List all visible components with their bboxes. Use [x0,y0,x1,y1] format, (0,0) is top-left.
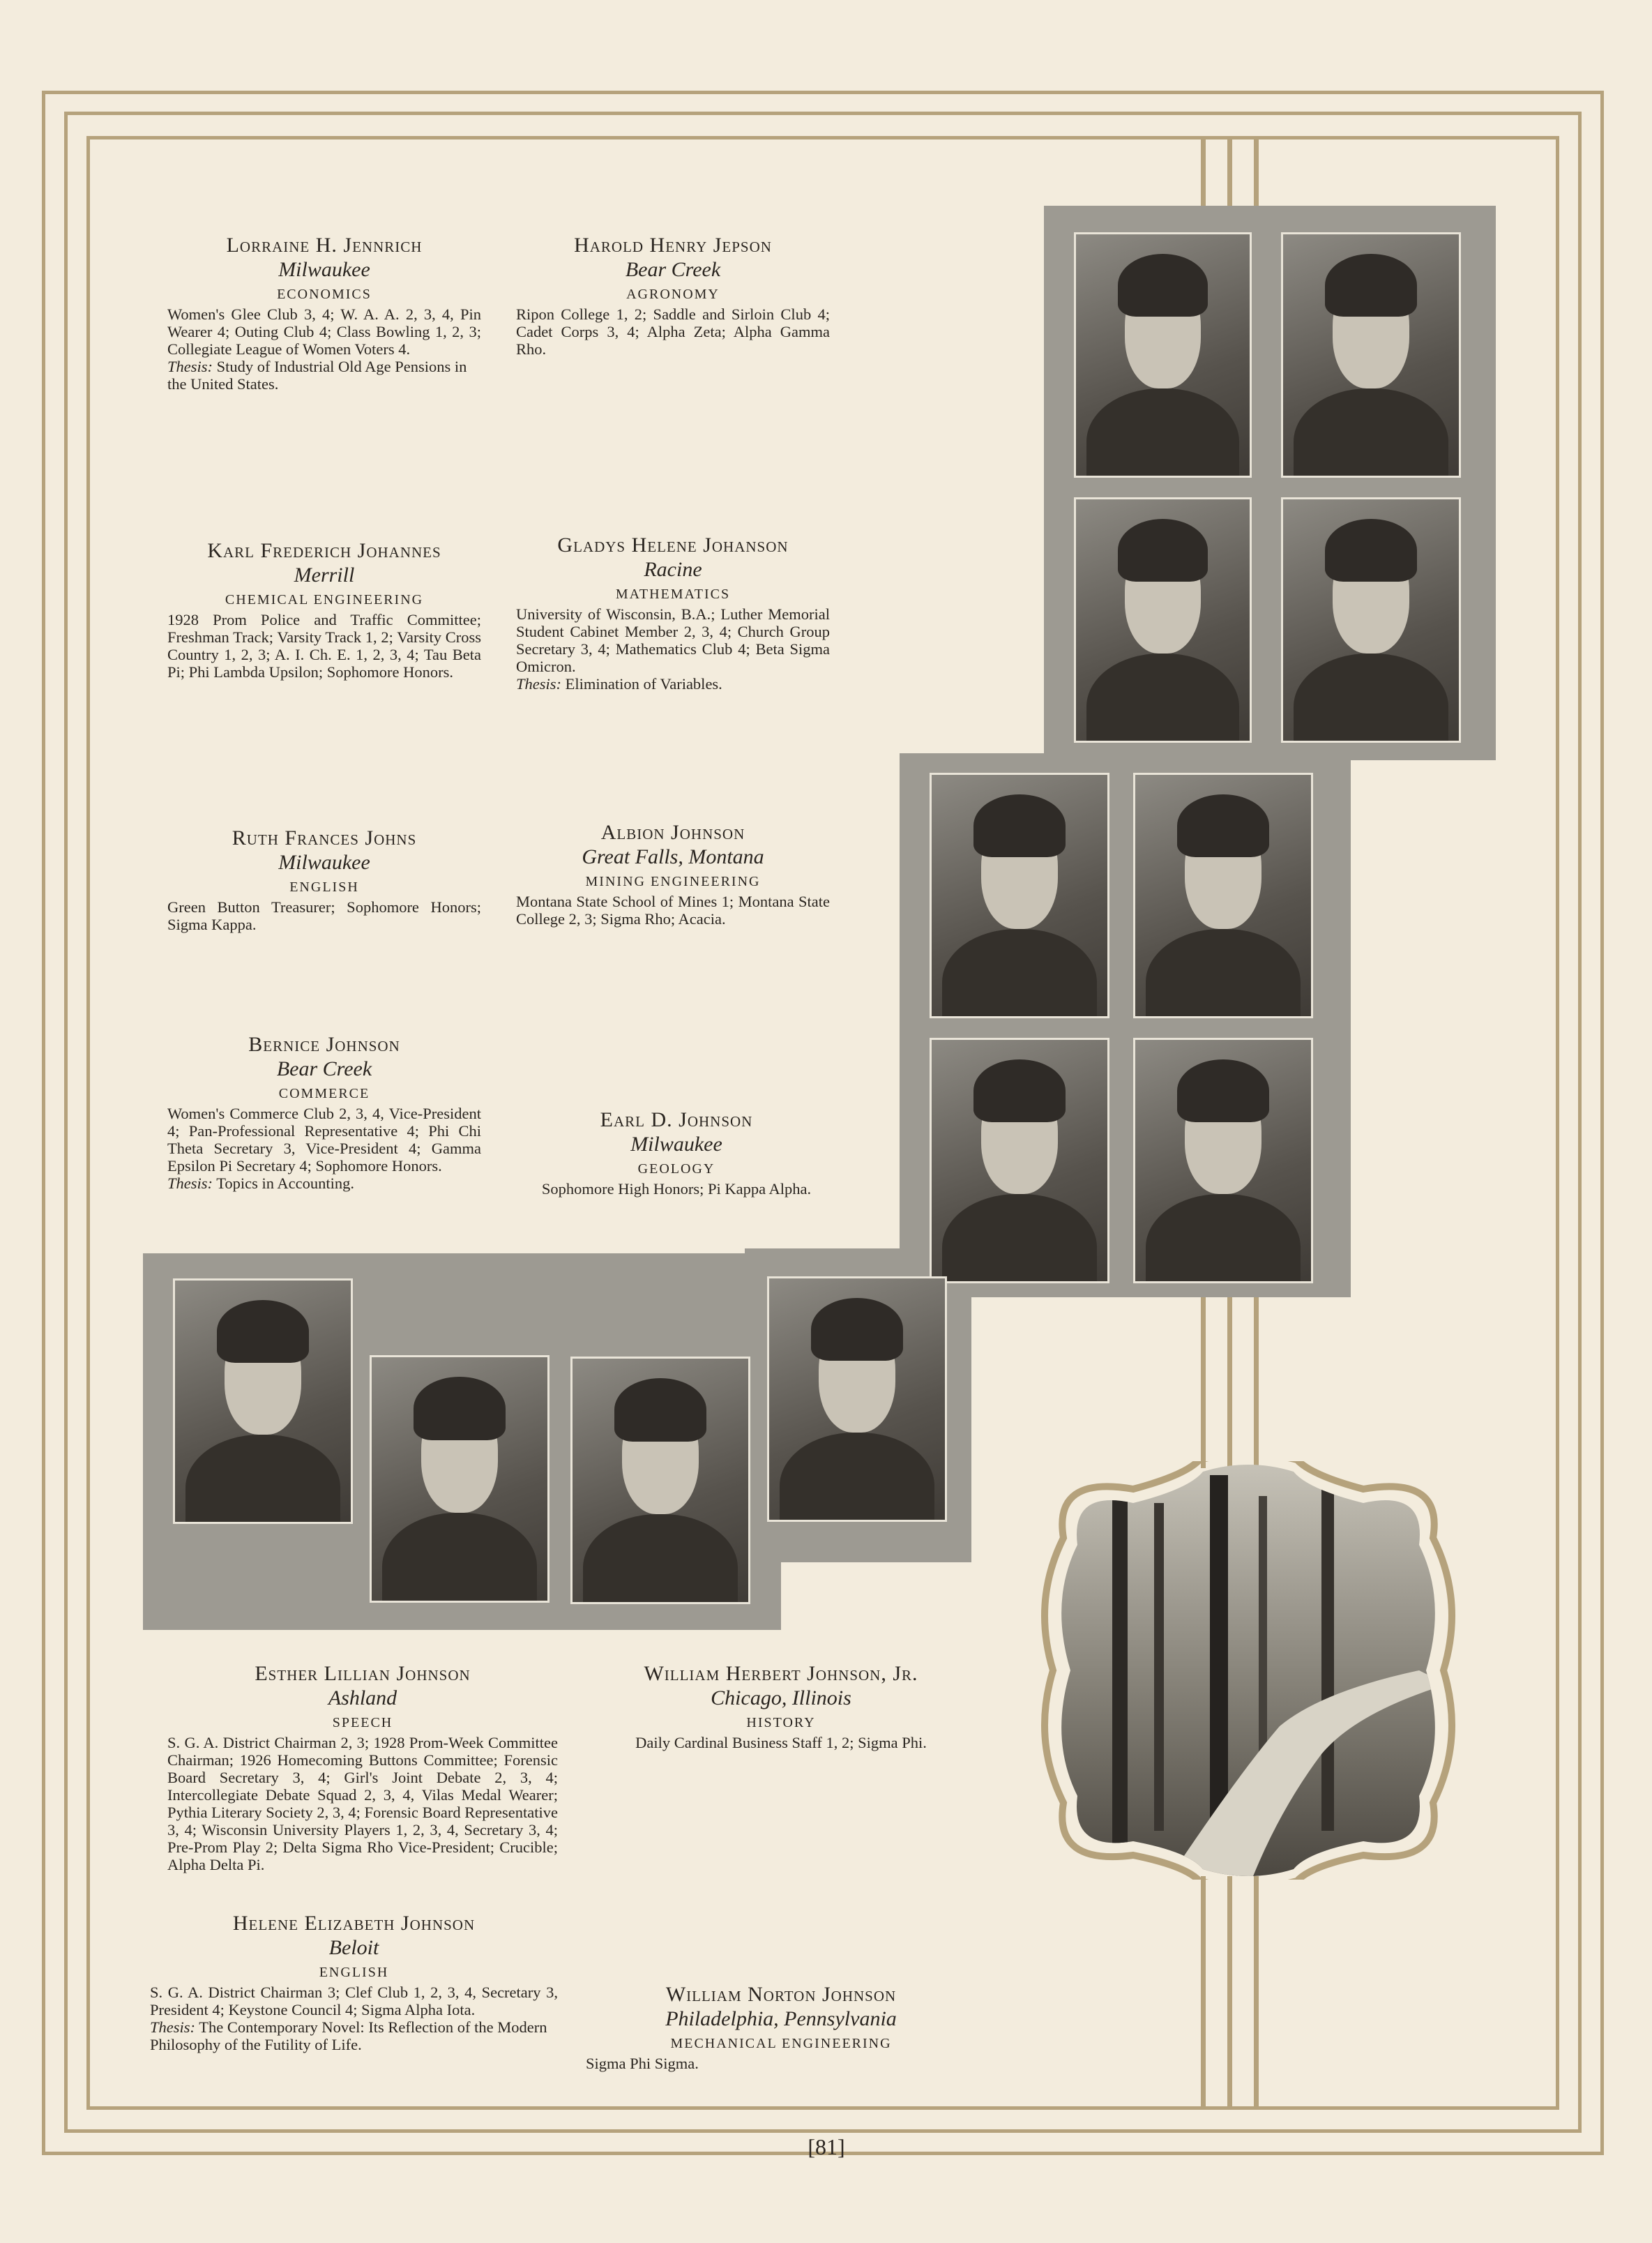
hometown: Merrill [294,564,355,587]
decorative-bar [1227,139,1232,209]
major: ENGLISH [319,1965,389,1980]
student-name: Harold Henry Jepson [574,234,772,257]
portrait-photo [1074,497,1252,743]
decorative-bar [1254,1876,1259,2106]
major: MECHANICAL ENGINEERING [670,2036,892,2051]
major: MINING ENGINEERING [585,874,761,889]
student-name: William Norton Johnson [665,1983,897,2006]
activities: Sigma Phi Sigma. [586,2055,699,2072]
bio-entry [516,233,830,358]
page-number: [81] [808,2134,845,2159]
portrait-photo [1074,232,1252,478]
major: CHEMICAL ENGINEERING [225,592,424,607]
hometown: Beloit [328,1936,379,1959]
activities: Ripon College 1, 2; Saddle and Sirloin Club 4; Cadet Corps 3, 4; Alpha Zeta; Alpha Gamma Rho. [516,305,830,358]
thesis-title: Study of Industrial Old Age Pensions in the United States. [167,358,467,393]
activities: Green Button Treasurer; Sophomore Honors; Sigma Kappa. [167,898,481,933]
decorative-bar [1227,1287,1232,1468]
hometown: Ashland [328,1686,397,1709]
thesis [167,1175,481,1192]
decorative-bar [1201,139,1206,209]
student-name: Earl D. Johnson [600,1108,753,1131]
bio-entry [516,533,830,693]
portrait-photo [1281,497,1461,743]
thesis [167,358,481,393]
major: ECONOMICS [277,287,372,302]
bio-entry [150,1911,558,2053]
student-name: Albion Johnson [600,821,745,844]
thesis-label: Thesis: [167,1175,213,1192]
major: GEOLOGY [637,1161,715,1177]
student-name: Lorraine H. Jennrich [226,234,423,257]
activities: Women's Glee Club 3, 4; W. A. A. 2, 3, 4, Pin Wearer 4; Outing Club 4; Class Bowling 1, 2, 3; Collegiate League of Women Voters 4. [167,305,481,358]
bio-entry [167,233,481,393]
decorative-bar [1254,1287,1259,1468]
thesis-label: Thesis: [167,358,213,375]
decorative-bar [1227,1876,1232,2106]
hometown: Great Falls, Montana [582,845,764,868]
portrait-photo [370,1355,550,1603]
forest-vignette [1029,1461,1468,1880]
major: SPEECH [332,1715,393,1730]
decorative-bar [1201,1287,1206,1468]
thesis-title: The Contemporary Novel: Its Reflection of the Modern Philosophy of the Futility of Life. [150,2018,547,2053]
student-name: Esther Lillian Johnson [255,1662,471,1685]
bio-entry [167,1661,558,1873]
activities: S. G. A. District Chairman 3; Clef Club 1, 2, 3, 4, Secretary 3, President 4; Keystone Council 4; Sigma Alpha Iota. [150,1984,558,2018]
thesis [150,2018,558,2053]
portrait-photo [1133,773,1313,1018]
portrait-photo [767,1276,947,1522]
hometown: Chicago, Illinois [711,1686,851,1709]
bio-entry [586,1982,976,2072]
activities: University of Wisconsin, B.A.; Luther Memorial Student Cabinet Member 2, 3, 4; Church Group Secretary 3, 4; Mathematics Club 4; Beta Sigma Omicron. [516,605,830,675]
activities: Daily Cardinal Business Staff 1, 2; Sigma Phi. [635,1734,927,1751]
portrait-photo [173,1278,353,1524]
hometown: Philadelphia, Pennsylvania [665,2007,897,2030]
thesis-label: Thesis: [150,2018,196,2036]
bio-entry [516,1108,837,1198]
major: COMMERCE [278,1086,370,1101]
decorative-bar [1201,1876,1206,2106]
bio-entry [586,1661,976,1751]
activities: Sophomore High Honors; Pi Kappa Alpha. [541,1180,812,1198]
student-name: William Herbert Johnson, Jr. [644,1662,918,1685]
major: ENGLISH [289,879,359,895]
portrait-photo [930,1038,1109,1283]
bio-entry [167,538,481,681]
student-name: Gladys Helene Johanson [557,534,789,557]
hometown: Racine [644,558,702,581]
student-name: Bernice Johnson [248,1033,400,1056]
portrait-photo [1281,232,1461,478]
hometown: Bear Creek [276,1057,372,1080]
student-name: Karl Frederich Johannes [207,539,441,562]
activities: Women's Commerce Club 2, 3, 4, Vice-President 4; Pan-Professional Representative 4; Phi Chi Theta Secretary 3, Vice-President 4; Gamma Epsilon Pi Secretary 4; Sophomore Honors. [167,1105,481,1175]
bio-entry [167,826,481,933]
major: AGRONOMY [626,287,720,302]
bio-entry [516,820,830,928]
student-name: Helene Elizabeth Johnson [232,1912,476,1935]
portrait-photo [1133,1038,1313,1283]
hometown: Milwaukee [278,851,370,874]
thesis [516,675,830,693]
portrait-photo [570,1357,750,1604]
thesis-title: Elimination of Variables. [565,675,722,693]
bio-entry [167,1032,481,1192]
student-name: Ruth Frances Johns [232,826,417,849]
hometown: Milwaukee [630,1133,722,1156]
decorative-bar [1254,139,1259,209]
portrait-photo [930,773,1109,1018]
activities: 1928 Prom Police and Traffic Committee; Freshman Track; Varsity Track 1, 2; Varsity Cross Country 1, 2, 3; A. I. Ch. E. 1, 2, 3, 4; Tau Beta Pi; Phi Lambda Upsilon; Sophomore Honors. [167,611,481,681]
thesis-title: Topics in Accounting. [216,1175,355,1192]
major: HISTORY [746,1715,816,1730]
hometown: Bear Creek [625,258,721,281]
activities: S. G. A. District Chairman 2, 3; 1928 Prom-Week Committee Chairman; 1926 Homecoming Buttons Committee; Forensic Board Secretary 3, 4; Girl's Joint Debate 2, 3, 4; Intercollegiate Debate Squad 2, 3, 4, Vilas Medal Wearer; Pythia Literary Society 2, 3, 4; Forensic Board Representative 3, 4; Wisconsin University Players 1, 2, 3, 4, Secretary 3, 4; Pre-Prom Play 2; Delta Sigma Rho Vice-President; Crucible; Alpha Delta Pi. [167,1734,558,1873]
major: MATHEMATICS [615,587,731,602]
hometown: Milwaukee [278,258,370,281]
thesis-label: Thesis: [516,675,562,693]
activities: Montana State School of Mines 1; Montana State College 2, 3; Sigma Rho; Acacia. [516,893,830,928]
